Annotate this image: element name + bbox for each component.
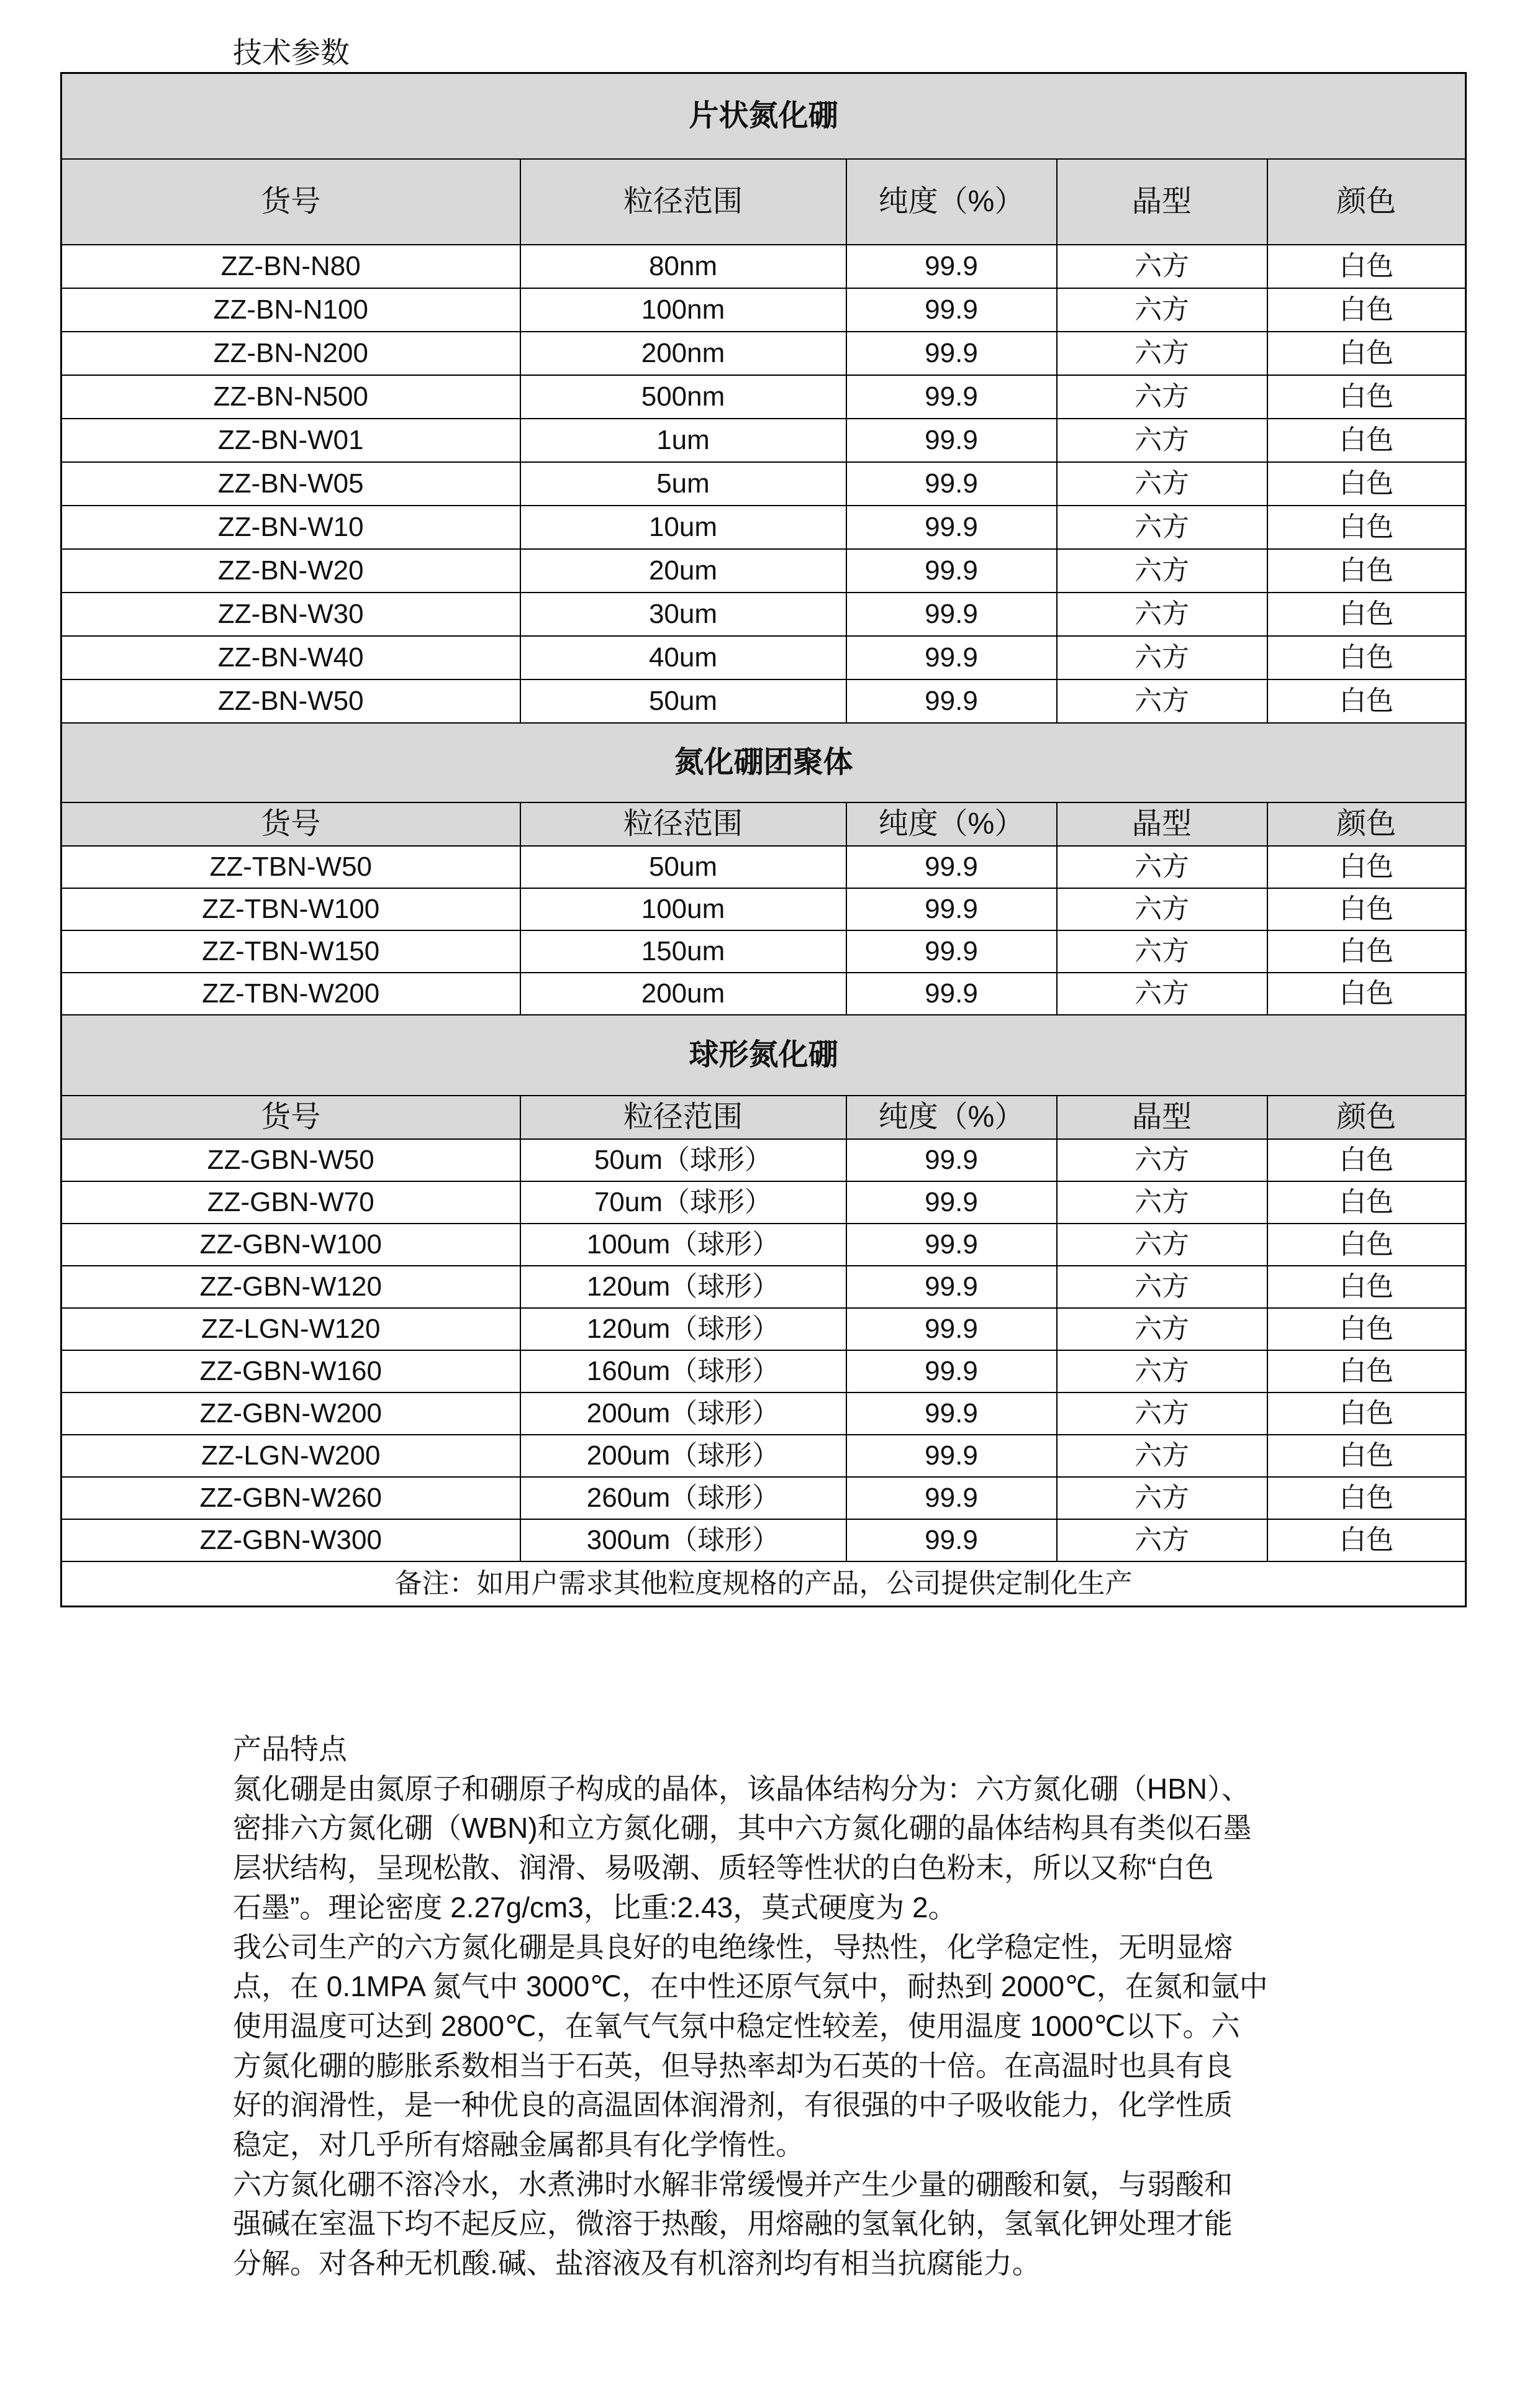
column-header-crystal-form: 晶型: [1057, 159, 1267, 245]
cell-particle-size: 70um（球形）: [520, 1181, 846, 1224]
column-header-part-number: 货号: [61, 802, 520, 846]
cell-crystal-form: 六方: [1057, 1181, 1267, 1224]
table-row: [61, 888, 1466, 930]
cell-part-number: ZZ-GBN-W260: [61, 1477, 520, 1519]
cell-purity: 99.9: [846, 888, 1057, 930]
cell-particle-size: 30um: [520, 593, 846, 636]
spec-table-body: [61, 73, 1466, 1561]
column-header-color: 颜色: [1267, 802, 1466, 846]
cell-color: 白色: [1267, 332, 1466, 375]
cell-color: 白色: [1267, 506, 1466, 549]
section-title-row: [61, 73, 1466, 159]
cell-purity: 99.9: [846, 1181, 1057, 1224]
cell-part-number: ZZ-BN-N80: [61, 245, 520, 288]
cell-purity: 99.9: [846, 506, 1057, 549]
cell-crystal-form: 六方: [1057, 679, 1267, 723]
cell-crystal-form: 六方: [1057, 375, 1267, 419]
column-header-color: 颜色: [1267, 1096, 1466, 1139]
column-header-color: 颜色: [1267, 159, 1466, 245]
section-title: 球形氮化硼: [61, 1015, 1466, 1096]
cell-particle-size: 200um（球形）: [520, 1435, 846, 1477]
table-row: [61, 1266, 1466, 1308]
cell-purity: 99.9: [846, 419, 1057, 462]
cell-part-number: ZZ-GBN-W160: [61, 1350, 520, 1392]
header-row: [61, 1096, 1466, 1139]
features-line: 点，在 0.1MPA 氮气中 3000℃，在中性还原气氛中，耐热到 2000℃，在氮和氩中: [233, 1970, 1268, 2003]
cell-purity: 99.9: [846, 1477, 1057, 1519]
page-label: 技术参数: [233, 36, 350, 69]
table-row: [61, 973, 1466, 1015]
cell-particle-size: 50um（球形）: [520, 1139, 846, 1181]
table-row: [61, 549, 1466, 593]
table-note-row: [61, 1561, 1466, 1607]
cell-crystal-form: 六方: [1057, 636, 1267, 679]
features-line: 方氮化硼的膨胀系数相当于石英，但导热率却为石英的十倍。在高温时也具有良: [233, 2049, 1233, 2082]
table-row: [61, 1519, 1466, 1561]
table-row: [61, 375, 1466, 419]
features-line: 层状结构，呈现松散、润滑、易吸潮、质轻等性状的白色粉末，所以又称“白色: [233, 1851, 1214, 1884]
cell-purity: 99.9: [846, 462, 1057, 506]
column-header-purity: 纯度（%）: [846, 1096, 1057, 1139]
cell-color: 白色: [1267, 973, 1466, 1015]
table-row: [61, 1392, 1466, 1435]
table-row: [61, 1139, 1466, 1181]
features-line: 石墨”。理论密度 2.27g/cm3，比重:2.43，莫式硬度为 2。: [233, 1891, 957, 1924]
cell-part-number: ZZ-BN-W05: [61, 462, 520, 506]
cell-part-number: ZZ-BN-W01: [61, 419, 520, 462]
cell-crystal-form: 六方: [1057, 888, 1267, 930]
cell-part-number: ZZ-GBN-W70: [61, 1181, 520, 1224]
cell-color: 白色: [1267, 1477, 1466, 1519]
spec-table: [60, 72, 1467, 1607]
cell-particle-size: 500nm: [520, 375, 846, 419]
cell-color: 白色: [1267, 1224, 1466, 1266]
cell-part-number: ZZ-TBN-W150: [61, 930, 520, 973]
product-features: [233, 1730, 1268, 2284]
cell-color: 白色: [1267, 1308, 1466, 1350]
cell-color: 白色: [1267, 375, 1466, 419]
cell-part-number: ZZ-GBN-W200: [61, 1392, 520, 1435]
cell-color: 白色: [1267, 888, 1466, 930]
table-note: 备注：如用户需求其他粒度规格的产品，公司提供定制化生产: [61, 1561, 1466, 1607]
cell-purity: 99.9: [846, 930, 1057, 973]
cell-crystal-form: 六方: [1057, 332, 1267, 375]
features-line: 强碱在室温下均不起反应，微溶于热酸，用熔融的氢氧化钠，氢氧化钾处理才能: [233, 2207, 1233, 2240]
cell-part-number: ZZ-BN-N100: [61, 288, 520, 332]
cell-crystal-form: 六方: [1057, 1477, 1267, 1519]
table-row: [61, 506, 1466, 549]
cell-color: 白色: [1267, 245, 1466, 288]
table-row: [61, 846, 1466, 888]
cell-purity: 99.9: [846, 1519, 1057, 1561]
cell-part-number: ZZ-BN-N200: [61, 332, 520, 375]
cell-purity: 99.9: [846, 1308, 1057, 1350]
cell-crystal-form: 六方: [1057, 973, 1267, 1015]
table-row: [61, 636, 1466, 679]
cell-purity: 99.9: [846, 1350, 1057, 1392]
cell-particle-size: 200um: [520, 973, 846, 1015]
cell-part-number: ZZ-BN-W30: [61, 593, 520, 636]
features-line: 稳定，对几乎所有熔融金属都具有化学惰性。: [233, 2128, 804, 2161]
cell-particle-size: 120um（球形）: [520, 1308, 846, 1350]
cell-purity: 99.9: [846, 679, 1057, 723]
cell-crystal-form: 六方: [1057, 1350, 1267, 1392]
cell-crystal-form: 六方: [1057, 1519, 1267, 1561]
cell-part-number: ZZ-GBN-W100: [61, 1224, 520, 1266]
cell-color: 白色: [1267, 679, 1466, 723]
cell-crystal-form: 六方: [1057, 1308, 1267, 1350]
cell-purity: 99.9: [846, 375, 1057, 419]
cell-purity: 99.9: [846, 1224, 1057, 1266]
cell-particle-size: 200nm: [520, 332, 846, 375]
cell-color: 白色: [1267, 419, 1466, 462]
cell-particle-size: 300um（球形）: [520, 1519, 846, 1561]
cell-particle-size: 100um（球形）: [520, 1224, 846, 1266]
section-title-row: [61, 1015, 1466, 1096]
header-row: [61, 802, 1466, 846]
cell-crystal-form: 六方: [1057, 846, 1267, 888]
cell-particle-size: 260um（球形）: [520, 1477, 846, 1519]
table-row: [61, 1224, 1466, 1266]
cell-crystal-form: 六方: [1057, 930, 1267, 973]
cell-part-number: ZZ-TBN-W100: [61, 888, 520, 930]
cell-purity: 99.9: [846, 846, 1057, 888]
cell-particle-size: 1um: [520, 419, 846, 462]
cell-part-number: ZZ-GBN-W120: [61, 1266, 520, 1308]
cell-color: 白色: [1267, 1392, 1466, 1435]
table-row: [61, 419, 1466, 462]
table-row: [61, 288, 1466, 332]
cell-color: 白色: [1267, 846, 1466, 888]
cell-part-number: ZZ-LGN-W120: [61, 1308, 520, 1350]
cell-part-number: ZZ-GBN-W50: [61, 1139, 520, 1181]
cell-particle-size: 80nm: [520, 245, 846, 288]
cell-crystal-form: 六方: [1057, 593, 1267, 636]
table-row: [61, 1477, 1466, 1519]
cell-part-number: ZZ-GBN-W300: [61, 1519, 520, 1561]
table-row: [61, 593, 1466, 636]
cell-purity: 99.9: [846, 973, 1057, 1015]
cell-crystal-form: 六方: [1057, 1266, 1267, 1308]
cell-crystal-form: 六方: [1057, 506, 1267, 549]
features-line: 好的润滑性，是一种优良的高温固体润滑剂，有很强的中子吸收能力，化学性质: [233, 2089, 1233, 2122]
cell-purity: 99.9: [846, 1435, 1057, 1477]
cell-crystal-form: 六方: [1057, 1392, 1267, 1435]
cell-particle-size: 20um: [520, 549, 846, 593]
table-row: [61, 679, 1466, 723]
cell-part-number: ZZ-TBN-W200: [61, 973, 520, 1015]
cell-particle-size: 160um（球形）: [520, 1350, 846, 1392]
cell-color: 白色: [1267, 288, 1466, 332]
cell-particle-size: 5um: [520, 462, 846, 506]
features-line: 我公司生产的六方氮化硼是具良好的电绝缘性，导热性，化学稳定性，无明显熔: [233, 1930, 1233, 1963]
column-header-crystal-form: 晶型: [1057, 1096, 1267, 1139]
table-row: [61, 1435, 1466, 1477]
cell-color: 白色: [1267, 1519, 1466, 1561]
column-header-purity: 纯度（%）: [846, 159, 1057, 245]
column-header-part-number: 货号: [61, 1096, 520, 1139]
cell-particle-size: 200um（球形）: [520, 1392, 846, 1435]
cell-particle-size: 120um（球形）: [520, 1266, 846, 1308]
cell-part-number: ZZ-BN-N500: [61, 375, 520, 419]
cell-particle-size: 50um: [520, 679, 846, 723]
table-row: [61, 245, 1466, 288]
cell-particle-size: 50um: [520, 846, 846, 888]
cell-particle-size: 100um: [520, 888, 846, 930]
cell-particle-size: 10um: [520, 506, 846, 549]
cell-purity: 99.9: [846, 1392, 1057, 1435]
table-row: [61, 1350, 1466, 1392]
cell-part-number: ZZ-BN-W40: [61, 636, 520, 679]
cell-part-number: ZZ-BN-W50: [61, 679, 520, 723]
header-row: [61, 159, 1466, 245]
column-header-part-number: 货号: [61, 159, 520, 245]
features-line: 使用温度可达到 2800℃，在氧气气氛中稳定性较差，使用温度 1000℃以下。六: [233, 2009, 1240, 2042]
cell-color: 白色: [1267, 549, 1466, 593]
cell-purity: 99.9: [846, 288, 1057, 332]
cell-color: 白色: [1267, 930, 1466, 973]
cell-color: 白色: [1267, 1266, 1466, 1308]
features-line: 密排六方氮化硼（WBN)和立方氮化硼，其中六方氮化硼的晶体结构具有类似石墨: [233, 1812, 1252, 1845]
cell-crystal-form: 六方: [1057, 288, 1267, 332]
cell-purity: 99.9: [846, 1266, 1057, 1308]
table-row: [61, 1181, 1466, 1224]
column-header-particle-size: 粒径范围: [520, 802, 846, 846]
column-header-particle-size: 粒径范围: [520, 1096, 846, 1139]
cell-color: 白色: [1267, 636, 1466, 679]
cell-part-number: ZZ-TBN-W50: [61, 846, 520, 888]
section-title: 氮化硼团聚体: [61, 723, 1466, 802]
cell-crystal-form: 六方: [1057, 1224, 1267, 1266]
table-row: [61, 462, 1466, 506]
cell-purity: 99.9: [846, 593, 1057, 636]
cell-purity: 99.9: [846, 636, 1057, 679]
cell-particle-size: 100nm: [520, 288, 846, 332]
table-row: [61, 332, 1466, 375]
features-line: 六方氮化硼不溶冷水，水煮沸时水解非常缓慢并产生少量的硼酸和氨，与弱酸和: [233, 2168, 1233, 2201]
cell-purity: 99.9: [846, 1139, 1057, 1181]
cell-part-number: ZZ-BN-W20: [61, 549, 520, 593]
section-title-row: [61, 723, 1466, 802]
cell-color: 白色: [1267, 1350, 1466, 1392]
cell-crystal-form: 六方: [1057, 549, 1267, 593]
cell-purity: 99.9: [846, 549, 1057, 593]
column-header-particle-size: 粒径范围: [520, 159, 846, 245]
features-line: 分解。对各种无机酸.碱、盐溶液及有机溶剂均有相当抗腐能力。: [233, 2247, 1041, 2280]
cell-particle-size: 150um: [520, 930, 846, 973]
cell-crystal-form: 六方: [1057, 245, 1267, 288]
table-row: [61, 1308, 1466, 1350]
cell-part-number: ZZ-BN-W10: [61, 506, 520, 549]
cell-crystal-form: 六方: [1057, 419, 1267, 462]
cell-color: 白色: [1267, 593, 1466, 636]
section-title: 片状氮化硼: [61, 73, 1466, 159]
cell-color: 白色: [1267, 1435, 1466, 1477]
cell-crystal-form: 六方: [1057, 1435, 1267, 1477]
table-row: [61, 930, 1466, 973]
column-header-purity: 纯度（%）: [846, 802, 1057, 846]
features-heading: 产品特点: [233, 1733, 347, 1765]
cell-crystal-form: 六方: [1057, 1139, 1267, 1181]
cell-color: 白色: [1267, 1139, 1466, 1181]
cell-color: 白色: [1267, 462, 1466, 506]
column-header-crystal-form: 晶型: [1057, 802, 1267, 846]
cell-crystal-form: 六方: [1057, 462, 1267, 506]
cell-part-number: ZZ-LGN-W200: [61, 1435, 520, 1477]
features-line: 氮化硼是由氮原子和硼原子构成的晶体，该晶体结构分为：六方氮化硼（HBN）、: [233, 1772, 1251, 1805]
cell-purity: 99.9: [846, 245, 1057, 288]
cell-color: 白色: [1267, 1181, 1466, 1224]
cell-particle-size: 40um: [520, 636, 846, 679]
cell-purity: 99.9: [846, 332, 1057, 375]
